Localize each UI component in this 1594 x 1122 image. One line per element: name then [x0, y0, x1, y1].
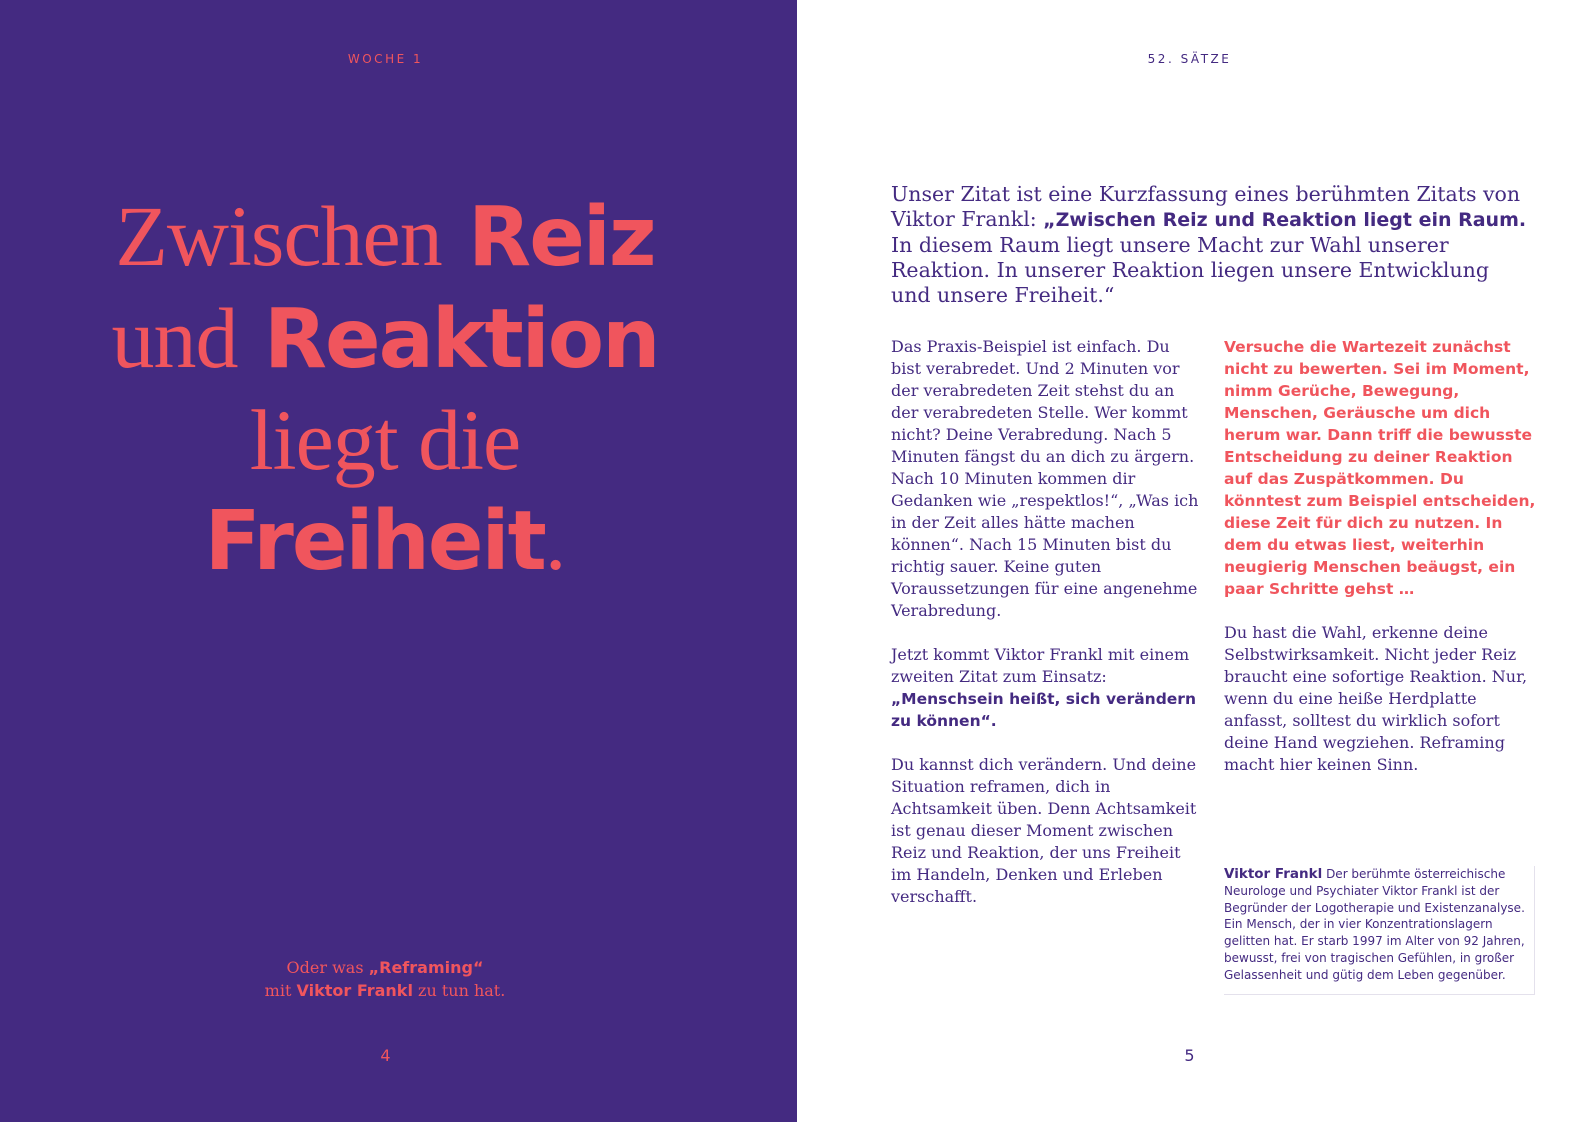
right-page	[797, 0, 1594, 1122]
quote-line-3	[0, 390, 770, 490]
teaser-text: zu tun hat.	[412, 981, 506, 1000]
body-column-right	[1224, 336, 1539, 798]
bio-text: Der berühmte österreichische Neurologe und Psychiater Viktor Frankl ist der Begründer der Logotherapie und Existenzanalyse. Ein Mensch, der in vier Konzentrationslagern gelitten hat. Er starb 1997 im Alter von 92 Jahren, bewusst, frei von tragischen Gefühlen, in großer Gelassenheit und gütig dem Leben gegenüber.	[1224, 867, 1525, 982]
body-paragraph	[891, 644, 1201, 732]
body-column-left	[891, 336, 1201, 930]
running-head-right: 52. SÄTZE	[1147, 52, 1232, 66]
teaser-text: Oder was	[286, 958, 369, 977]
intro-quote: „Zwischen Reiz und Reaktion liegt ein Raum.	[1043, 209, 1527, 231]
quote-word: Zwischen	[115, 188, 442, 284]
quote-word-bold: Freiheit	[204, 494, 545, 589]
teaser-emphasis: „Reframing“	[368, 958, 484, 977]
second-quote: „Menschsein heißt, sich verändern zu können“.	[891, 690, 1196, 730]
page-number-right: 5	[1184, 1046, 1195, 1065]
body-paragraph: Du kannst dich verändern. Und deine Situation reframen, dich in Achtsamkeit üben. Denn Achtsamkeit ist genau dieser Moment zwischen Reiz und Reaktion, der uns Freiheit im Handeln, Denken und Erleben verschafft.	[891, 755, 1197, 906]
title-quote	[0, 186, 770, 592]
intro-rest: In diesem Raum liegt unsere Macht zur Wahl unserer Reaktion. In unserer Reaktion liegen unsere Entwicklung und unsere Freiheit.“	[891, 233, 1489, 307]
bio-box	[1224, 866, 1535, 995]
body-paragraph: Das Praxis-Beispiel ist einfach. Du bist verabredet. Und 2 Minuten vor der verabredeten Zeit stehst du an der verabredeten Stelle. Wer kommt nicht? Deine Verabredung. Nach 5 Minuten fängst du an dich zu ärgern. Nach 10 Minuten kommen dir Gedanken wie „respektlos!“, „Was ich in der Zeit alles hätte machen können“. Nach 15 Minuten bist du richtig sauer. Keine guten Voraussetzungen für eine angenehme Verabredung.	[891, 337, 1199, 620]
subtitle-teaser	[0, 956, 770, 1002]
quote-word-bold: Reaktion	[263, 292, 659, 387]
quote-line-1	[0, 186, 770, 288]
quote-word-bold: Reiz	[468, 190, 655, 285]
intro-lead: Unser Zitat ist eine Kurzfassung eines berühmten Zitats von Viktor Frankl:	[891, 182, 1521, 231]
page-number-left: 4	[380, 1046, 391, 1065]
quote-line-4	[0, 490, 770, 592]
quote-period: .	[544, 492, 566, 588]
quote-word: und	[111, 290, 238, 386]
quote-word: liegt die	[249, 392, 521, 488]
body-paragraph: Du hast die Wahl, erkenne deine Selbstwirksamkeit. Nicht jeder Reiz braucht eine sofortige Reaktion. Nur, wenn du eine heiße Herdplatte anfasst, solltest du wirklich sofort deine Hand wegziehen. Reframing macht hier keinen Sinn.	[1224, 623, 1528, 774]
teaser-text: mit	[264, 981, 297, 1000]
bio-name: Viktor Frankl	[1224, 866, 1323, 882]
teaser-emphasis: Viktor Frankl	[296, 981, 413, 1000]
body-text: Jetzt kommt Viktor Frankl mit einem zweiten Zitat zum Einsatz:	[891, 645, 1190, 686]
intro-paragraph	[891, 182, 1531, 308]
running-head-left: WOCHE 1	[347, 52, 424, 66]
quote-line-2	[0, 288, 770, 390]
exercise-paragraph: Versuche die Wartezeit zunächst nicht zu bewerten. Sei im Moment, nimm Gerüche, Bewegung, Menschen, Geräusche um dich herum war. Dann triff die bewusste Entscheidung zu deiner Reaktion auf das Zuspätkommen. Du könntest zum Beispiel entscheiden, diese Zeit für dich zu nutzen. In dem du etwas liest, weiterhin neugierig Menschen beäugst, ein paar Schritte gehst …	[1224, 338, 1536, 598]
